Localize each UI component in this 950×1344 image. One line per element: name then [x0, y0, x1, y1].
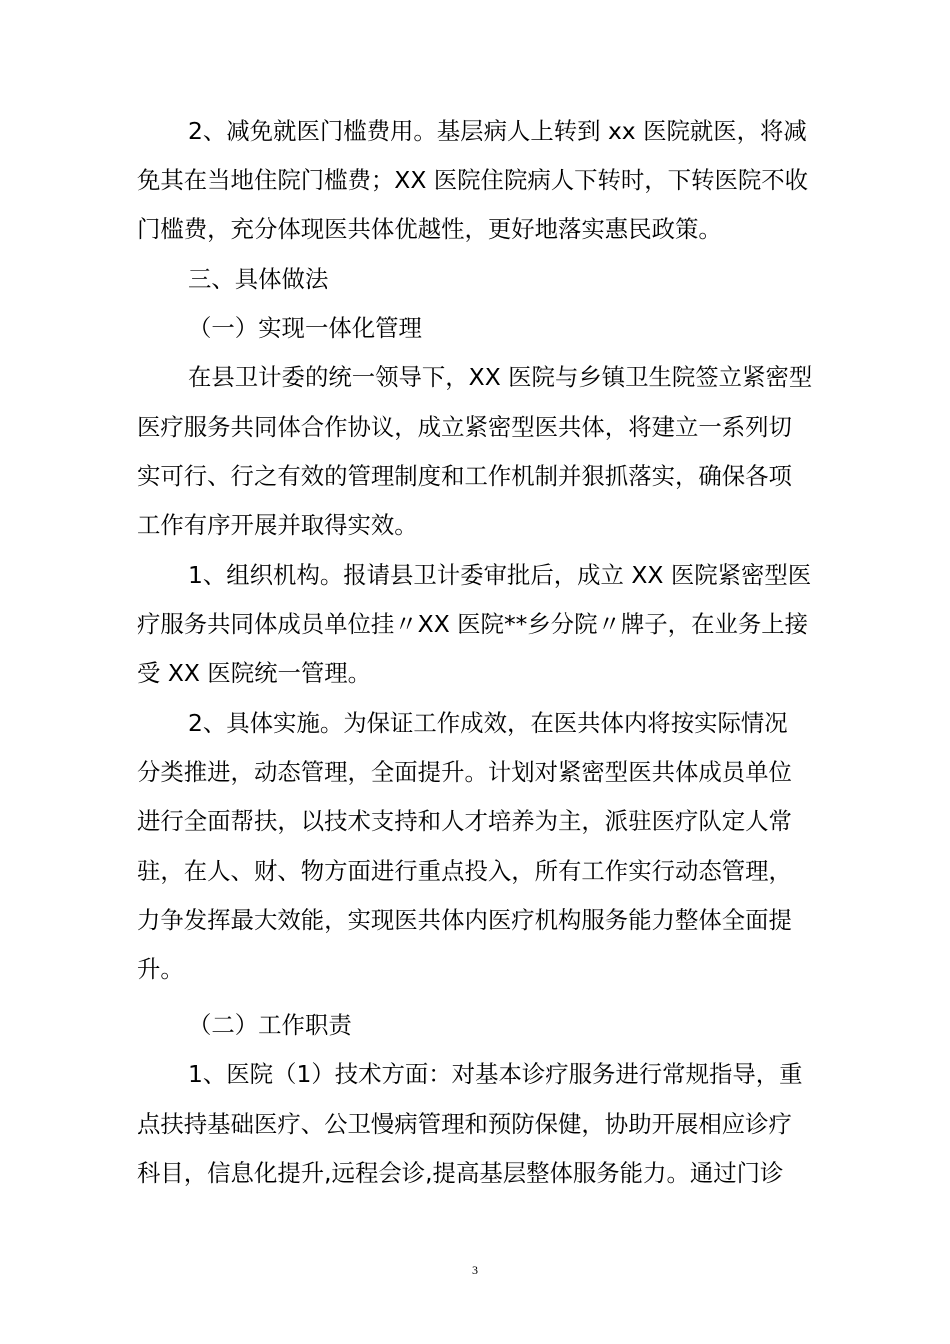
paragraph-line: 工作有序开展并取得实效。 — [137, 511, 418, 539]
paragraph-line: 医疗服务共同体合作协议，成立紧密型医共体，将建立一系列切 — [137, 413, 792, 441]
paragraph-line: 免其在当地住院门槛费；XX 医院住院病人下转时，下转医院不收 — [137, 166, 809, 194]
paragraph-line: 分类推进，动态管理，全面提升。计划对紧密型医共体成员单位 — [137, 758, 792, 786]
paragraph-line: 1、组织机构。报请县卫计委审批后，成立 XX 医院紧密型医 — [188, 561, 812, 589]
subsection-heading: （一）实现一体化管理 — [188, 314, 422, 342]
paragraph-line: 在县卫计委的统一领导下，XX 医院与乡镇卫生院签立紧密型 — [188, 363, 813, 391]
paragraph-line: 受 XX 医院统一管理。 — [137, 659, 372, 687]
paragraph-line: 科目，信息化提升,远程会诊,提高基层整体服务能力。通过门诊 — [137, 1159, 784, 1187]
paragraph-line: 驻，在人、财、物方面进行重点投入，所有工作实行动态管理， — [137, 857, 792, 885]
page-number: 3 — [472, 1263, 478, 1277]
subsection-heading: （二）工作职责 — [188, 1011, 352, 1039]
paragraph-line: 门槛费，充分体现医共体优越性，更好地落实惠民政策。 — [137, 215, 722, 243]
paragraph-line: 疗服务共同体成员单位挂〃XX 医院**乡分院〃牌子，在业务上接 — [137, 610, 809, 638]
paragraph-line: 1、医院（1）技术方面：对基本诊疗服务进行常规指导，重 — [188, 1060, 803, 1088]
paragraph-line: 升。 — [137, 955, 184, 983]
paragraph-line: 点扶持基础医疗、公卫慢病管理和预防保健，协助开展相应诊疗 — [137, 1110, 792, 1138]
paragraph-line: 2、具体实施。为保证工作成效，在医共体内将按实际情况 — [188, 709, 788, 737]
paragraph-line: 进行全面帮扶，以技术支持和人才培养为主，派驻医疗队定人常 — [137, 807, 792, 835]
paragraph-line: 力争发挥最大效能，实现医共体内医疗机构服务能力整体全面提 — [137, 906, 792, 934]
paragraph-line: 实可行、行之有效的管理制度和工作机制并狠抓落实，确保各项 — [137, 462, 792, 490]
section-heading: 三、具体做法 — [188, 265, 329, 293]
paragraph-line: 2、减免就医门槛费用。基层病人上转到 xx 医院就医，将减 — [188, 117, 807, 145]
